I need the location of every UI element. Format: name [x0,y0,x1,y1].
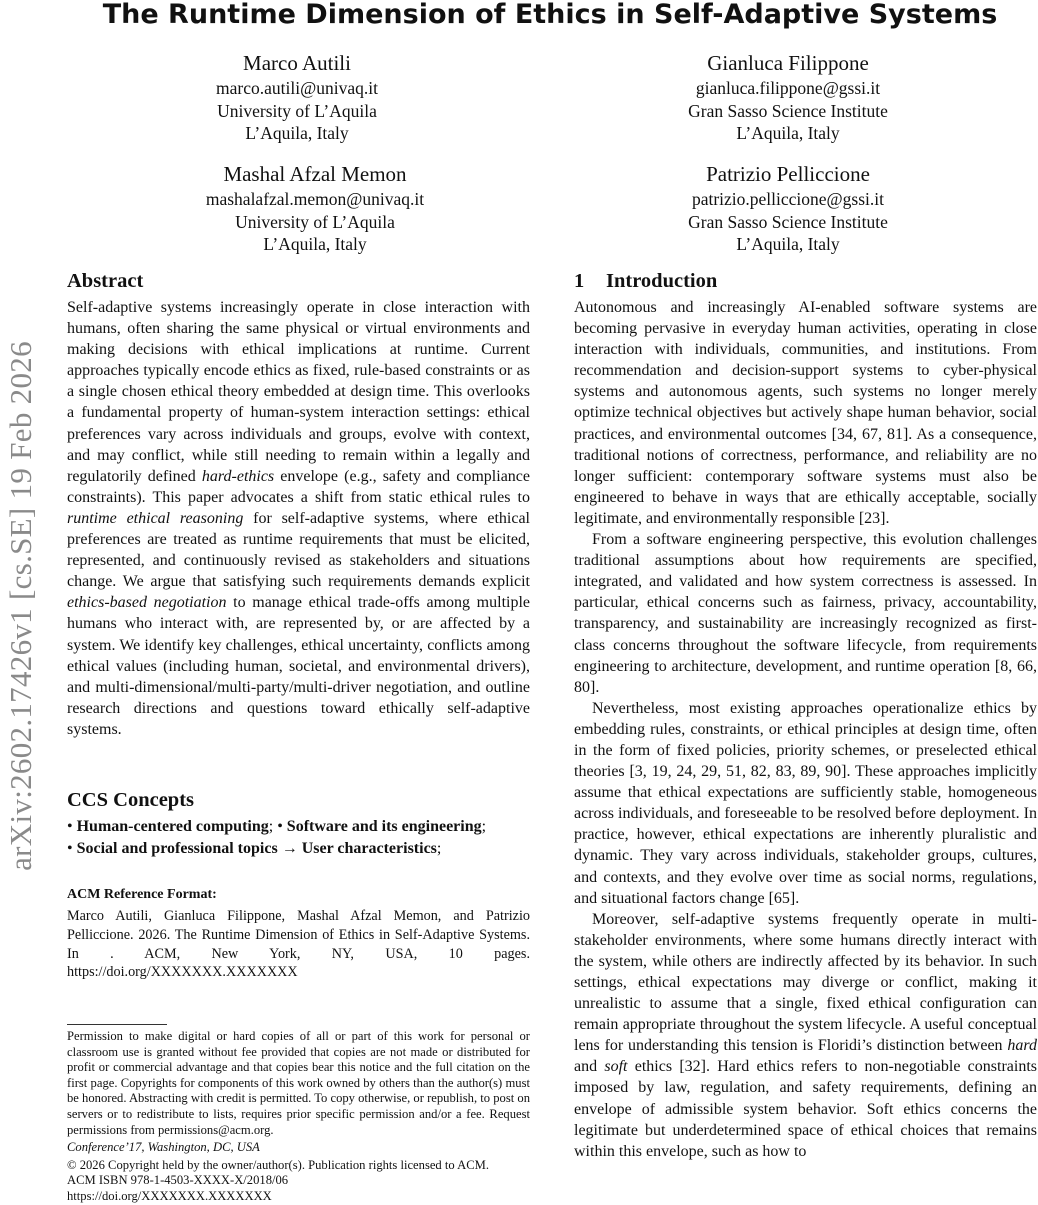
author-email: gianluca.filippone@gssi.it [695,78,881,98]
copyright-text: © 2026 Copyright held by the owner/author(s). Publication rights licensed to ACM. [67,1157,489,1172]
author-email: marco.autili@univaq.it [216,78,378,98]
author-email: patrizio.pelliccione@gssi.it [691,189,885,209]
abstract-heading: Abstract [67,270,144,292]
author-name: Mashal Afzal Memon [223,162,407,186]
acm-reference [67,884,530,982]
isbn-text: ACM ISBN 978-1-4503-XXXX-X/2018/06 [67,1173,289,1188]
author-affiliation: University of L’Aquila [217,100,377,121]
author-location: L’Aquila, Italy [736,234,840,254]
abstract-section [67,268,530,740]
intro-paragraph-2: From a software engineering perspective, this evolution challenges traditional assumptions about how requirements are specified, integrated, and validated and how system correctness is assessed. In particular, ethical concerns such as fairness, privacy, accountability, transparency, and sustainability are increasingly recognized as first-class concerns throughout the software lifecycle, from requirements engineering to architecture, development, and runtime operation [8, 66, 80]. [574,531,1037,696]
author-email: mashalafzal.memon@univaq.it [205,189,425,209]
ccs-heading: CCS Concepts [67,789,194,811]
author-affiliation: Gran Sasso Science Institute [688,211,888,232]
paper-title: The Runtime Dimension of Ethics in Self-Adaptive Systems [102,0,998,30]
author-location: L’Aquila, Italy [245,123,349,143]
introduction-section [574,268,1037,1162]
ccs-section [67,787,530,859]
author-block-4 [618,160,958,256]
author-block-3 [145,160,485,256]
author-location: L’Aquila, Italy [263,234,367,254]
doi-text: https://doi.org/XXXXXXX.XXXXXXX [67,1188,272,1203]
author-name: Gianluca Filippone [707,51,869,75]
arxiv-identifier: arXiv:2602.17426v1 [cs.SE] 19 Feb 2026 [3,341,38,871]
intro-paragraph-4: Moreover, self-adaptive systems frequently operate in multi-stakeholder environments, where some humans directly interact with the system, while others are indirectly affected by its behavior. In such settings, ethical expectations may diverge or conflict, making it unrealistic to assume that a single, fixed ethical configuration can remain appropriate throughout the system lifecycle. A useful conceptual lens for understanding this tension is Floridi’s distinction between hard and soft ethics [32]. Hard ethics refers to non-negotiable constraints imposed by law, regulation, and safety requirements, defining an envelope of admissible system behavior. Soft ethics concerns the legitimate but underdetermined space of ethical choices that remains within this envelope, such as how to [574,910,1037,1160]
abstract-text: Self-adaptive systems increasingly operate in close interaction with humans, often sharing the same physical or virtual environments and making decisions with ethical implications at runtime. Current approaches typically encode ethics as fixed, rule-based constraints or as a single chosen ethical theory embedded at design time. This overlooks a fundamental property of human-system interaction settings: ethical preferences vary across individuals and groups, evolve with context, and may conflict, while still needing to remain within a legally and regulatorily defined hard-ethics envelope (e.g., safety and compliance constraints). This paper advocates a shift from static ethical rules to runtime ethical reasoning for self-adaptive systems, where ethical preferences are treated as runtime requirements that must be elicited, represented, and continuously revised as stakeholders and situations change. We argue that satisfying such requirements demands explicit ethics-based negotiation to manage ethical trade-offs among multiple humans who interact with, are represented by, or are affected by a system. We identify key challenges, ethical uncertainty, conflicts among ethical values (including human, societal, and environmental drivers), and multi-dimensional/multi-party/multi-driver negotiation, and outline research directions and questions toward ethically self-adaptive systems. [67,299,531,738]
author-name: Marco Autili [243,51,351,75]
author-affiliation: Gran Sasso Science Institute [688,100,888,121]
acm-reference-text: Marco Autili, Gianluca Filippone, Mashal Afzal Memon, and Patrizio Pelliccione. 2026. The Runtime Dimension of Ethics in Self-Adaptive Systems. In . ACM, New York, NY, USA, 10 pages. https://doi.org/XXXXXXX.XXXXXXX [67,908,530,981]
footnote-rule [67,1024,167,1025]
author-location: L’Aquila, Italy [736,123,840,143]
author-name: Patrizio Pelliccione [706,162,870,186]
introduction-heading: 1 Introduction [574,270,718,292]
author-affiliation: University of L’Aquila [235,211,395,232]
intro-paragraph-3: Nevertheless, most existing approaches operationalize ethics by embedding rules, constraints, or ethical principles at design time, often in the form of fixed policies, priority schemes, or preselected ethical theories [3, 19, 24, 29, 51, 82, 83, 89, 90]. These approaches implicitly assume that ethical expectations are sufficiently stable, homogeneous across individuals, and foreseeable to be resolved before deployment. In practice, however, ethical expectations are inherently pluralistic and dynamic. They vary across individuals, stakeholder groups, cultures, and contexts, and they evolve over time as social norms, regulations, and situational factors change [65]. [574,699,1037,907]
acm-reference-heading: ACM Reference Format: [67,887,217,902]
permission-footnote [67,1029,530,1205]
ccs-concepts: • Human-centered computing; • Software and its engineering; • Social and professional topics → User characteristics; [67,818,487,857]
permission-text: Permission to make digital or hard copies of all or part of this work for personal or classroom use is granted without fee provided that copies are not made or distributed for profit or commercial advantage and that copies bear this notice and the full citation on the first page. Copyrights for components of this work owned by others than the author(s) must be honored. Abstracting with credit is permitted. To copy otherwise, or republish, to post on servers or to redistribute to lists, requires prior specific permission and/or a fee. Request permissions from permissions@acm.org. [67,1029,530,1137]
conference-name: Conference’17, Washington, DC, USA [67,1140,260,1155]
author-block-2 [618,49,958,145]
intro-paragraph-1: Autonomous and increasingly AI-enabled software systems are becoming pervasive in everyday human activities, operating in close interaction with individuals, communities, and institutions. From recommendation and decision-support systems to cyber-physical systems and autonomous agents, such systems no longer merely optimize technical objectives but actively shape human behavior, social practices, and environmental outcomes [34, 67, 81]. As a consequence, traditional notions of correctness, performance, and reliability are no longer sufficient: contemporary software systems must also be engineered to behave in ways that are ethically acceptable, socially legitimate, and environmentally responsible [23]. [574,299,1037,527]
author-block-1 [127,49,467,145]
